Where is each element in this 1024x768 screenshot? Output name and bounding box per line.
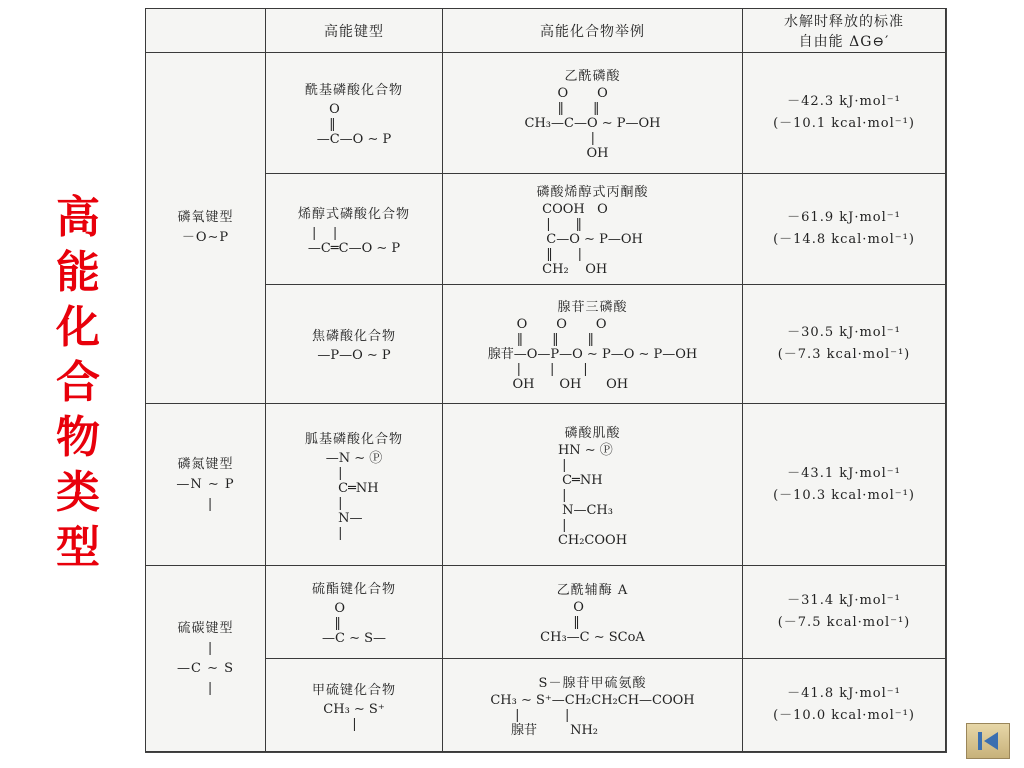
vertical-title-char: 型 — [56, 522, 100, 573]
class-formula: CH₃ ∼ S⁺ | — [323, 701, 385, 732]
class-name: 胍基磷酸化合物 — [304, 432, 403, 447]
energy-cell — [743, 53, 946, 174]
energy-kj: －43.1 kJ·mol⁻¹ — [787, 465, 901, 481]
example-formula: COOH O | ‖ C—O ∼ P—OH ‖ | CH₂ OH — [542, 202, 643, 277]
example-name: S－腺苷甲硫氨酸 — [538, 676, 647, 691]
example-cell — [443, 566, 743, 659]
class-cell — [266, 566, 443, 659]
energy-kcal: (－10.3 kcal·mol⁻¹) — [773, 487, 915, 503]
class-name: 硫酯键化合物 — [311, 582, 396, 597]
vertical-title-char: 类 — [56, 467, 100, 518]
class-cell — [266, 53, 443, 174]
vertical-title-char: 合 — [56, 357, 100, 408]
example-cell — [443, 659, 743, 752]
energy-kcal: (－10.1 kcal·mol⁻¹) — [773, 116, 915, 131]
example-formula: O O O ‖ ‖ ‖ 腺苷—O—P—O ∼ P—O ∼ P—OH | | | OH OH OH — [487, 317, 698, 392]
class-name: 酰基磷酸化合物 — [304, 83, 403, 98]
vertical-title — [56, 190, 100, 575]
header-bond-type: 高能键型 — [266, 9, 443, 53]
class-formula: O ‖ —C—O ∼ P — [316, 102, 392, 147]
vertical-title-char: 物 — [56, 412, 100, 463]
example-cell — [443, 404, 743, 566]
first-slide-button[interactable] — [966, 723, 1010, 759]
class-cell — [266, 404, 443, 566]
class-formula: O ‖ —C ∼ S— — [321, 601, 386, 646]
header-free-energy: 水解时释放的标准 自由能 ΔG⊖′ — [743, 9, 946, 53]
example-formula: O ‖ CH₃—C ∼ SCoA — [540, 600, 645, 645]
energy-cell — [743, 404, 946, 566]
example-name: 腺苷三磷酸 — [557, 300, 628, 315]
class-formula: | | —C═C—O ∼ P — [307, 225, 401, 256]
energy-cell — [743, 659, 946, 752]
energy-kj: －41.8 kJ·mol⁻¹ — [787, 686, 901, 701]
header-example: 高能化合物举例 — [443, 9, 743, 53]
example-formula: O O ‖ ‖ CH₃—C—O ∼ P—OH | OH — [524, 86, 661, 161]
table-header-row — [146, 9, 946, 53]
class-name: 焦磷酸化合物 — [311, 329, 396, 344]
skip-back-icon — [975, 730, 1001, 752]
example-cell — [443, 285, 743, 404]
header-empty — [146, 9, 266, 53]
class-formula: —P—O ∼ P — [317, 348, 391, 363]
example-formula: HN ∼ Ⓟ | C═NH | N—CH₃ | CH₂COOH — [557, 442, 628, 548]
class-name: 甲硫键化合物 — [311, 682, 396, 698]
table-row — [146, 285, 946, 404]
bond-group-p-o: 磷氧键型 －O∼P — [146, 53, 266, 404]
bond-group-p-n: 磷氮键型 —N ∼ P | — [146, 404, 266, 566]
energy-cell — [743, 285, 946, 404]
example-formula: CH₃ ∼ S⁺—CH₂CH₂CH—COOH | | 腺苷 NH₂ — [490, 693, 695, 738]
high-energy-compound-table — [145, 8, 946, 752]
energy-kcal: (－7.3 kcal·mol⁻¹) — [777, 347, 911, 362]
table-row — [146, 53, 946, 174]
energy-cell — [743, 566, 946, 659]
energy-cell — [743, 174, 946, 285]
energy-kcal: (－7.5 kcal·mol⁻¹) — [777, 615, 911, 630]
class-cell — [266, 285, 443, 404]
energy-kcal: (－10.0 kcal·mol⁻¹) — [773, 708, 915, 723]
energy-kcal: (－14.8 kcal·mol⁻¹) — [773, 232, 915, 247]
class-cell — [266, 174, 443, 285]
energy-kj: －31.4 kJ·mol⁻¹ — [787, 593, 901, 608]
energy-kj: －61.9 kJ·mol⁻¹ — [787, 210, 901, 225]
table-row — [146, 659, 946, 752]
table-row — [146, 174, 946, 285]
table-row — [146, 404, 946, 566]
example-cell — [443, 53, 743, 174]
class-cell — [266, 659, 443, 752]
vertical-title-char: 化 — [56, 302, 100, 353]
class-formula: —N ∼ Ⓟ | C═NH | N— | — [325, 451, 383, 541]
energy-kj: －42.3 kJ·mol⁻¹ — [787, 94, 901, 109]
table-row — [146, 566, 946, 659]
example-name: 乙酰磷酸 — [564, 69, 621, 84]
energy-kj: －30.5 kJ·mol⁻¹ — [787, 325, 901, 340]
vertical-title-char: 高 — [56, 192, 100, 243]
vertical-title-char: 能 — [56, 247, 100, 298]
example-name: 磷酸肌酸 — [564, 425, 621, 441]
class-name: 烯醇式磷酸化合物 — [297, 206, 410, 222]
example-name: 磷酸烯醇式丙酮酸 — [536, 185, 649, 200]
bond-group-s-c: 硫碳键型 | —C ∼ S | — [146, 566, 266, 752]
example-cell — [443, 174, 743, 285]
example-name: 乙酰辅酶 A — [556, 583, 629, 598]
